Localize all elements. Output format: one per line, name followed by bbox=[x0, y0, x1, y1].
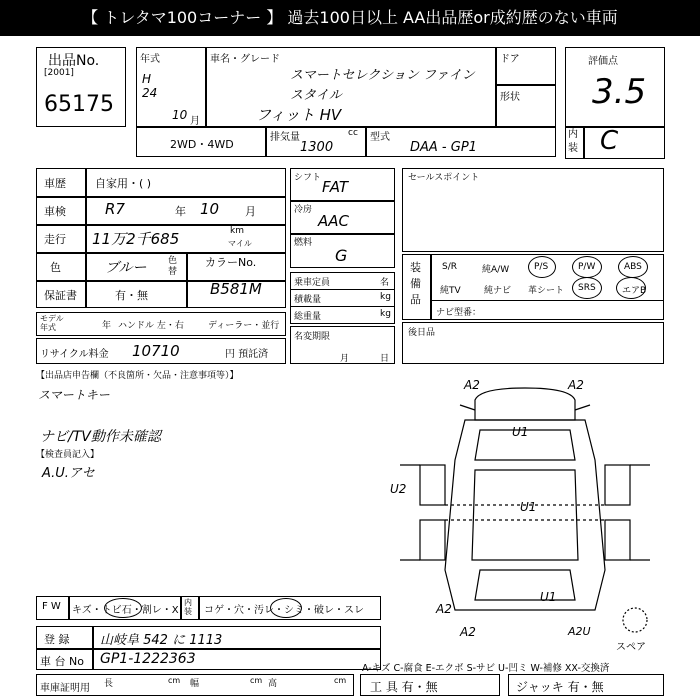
cert-l: 長 bbox=[104, 679, 114, 689]
fw-interior-label: 内装 bbox=[184, 598, 192, 616]
tools-label: 工 具 有・無 bbox=[370, 680, 438, 694]
equip-circle-ps bbox=[528, 256, 556, 278]
model-spec-handle: ハンドル 左・右 bbox=[118, 321, 184, 331]
mark-u1-rear: U1 bbox=[540, 590, 557, 604]
color-value: ブルー bbox=[105, 260, 147, 276]
registration-label: 登 録 bbox=[44, 633, 70, 646]
shaken-month: 10 bbox=[200, 200, 220, 218]
mileage-label: 走行 bbox=[44, 233, 66, 246]
door-label: ドア bbox=[500, 54, 520, 65]
cert-h-unit: cm bbox=[334, 676, 347, 685]
jack-label: ジャッキ 有・無 bbox=[516, 680, 604, 694]
mark-a2-left: A2 bbox=[464, 378, 480, 392]
warranty-label: 保証書 bbox=[44, 289, 77, 302]
shaken-label: 車検 bbox=[44, 205, 66, 218]
reg-change-day: 日 bbox=[380, 354, 390, 364]
cert-w-unit: cm bbox=[250, 676, 263, 685]
drive-value: 2WD・4WD bbox=[170, 138, 234, 151]
cert-label: 車庫証明用 bbox=[40, 683, 90, 694]
cert-w: 幅 bbox=[190, 679, 200, 689]
equip-item-aw: 純A/W bbox=[482, 265, 510, 275]
banner: 【 トレタマ100コーナー 】 過去100日以上 AA出品歴or成約歴のない車両 bbox=[0, 0, 700, 36]
legend: A-キズ C-腐食 E-エクボ S-サビ U-凹ミ W-補修 XX-交換済 bbox=[362, 663, 610, 674]
aircon-label: 冷房 bbox=[294, 205, 313, 215]
year-era: H bbox=[142, 72, 152, 86]
equip-circle-srs bbox=[572, 277, 602, 299]
note-text-1: スマートキー bbox=[38, 388, 110, 402]
history-value: 自家用・( ) bbox=[95, 177, 152, 190]
fuel-value: G bbox=[335, 246, 348, 265]
color-no-value: B581M bbox=[210, 280, 262, 298]
mileage-unit: km bbox=[230, 226, 244, 236]
mark-a2u: A2U bbox=[568, 625, 591, 638]
equip-item-ps: P/S bbox=[534, 262, 549, 272]
fuel-label: 燃料 bbox=[294, 238, 313, 248]
shaken-month-unit: 月 bbox=[245, 205, 256, 218]
name-label: 車名・グレード bbox=[210, 54, 280, 65]
lot-stamp: [2001] bbox=[44, 68, 74, 78]
type-label: 型式 bbox=[370, 132, 390, 143]
interior-value: C bbox=[600, 126, 619, 156]
capacity-unit: 名 bbox=[380, 278, 390, 288]
equip-circle-pw bbox=[572, 256, 602, 278]
vin-label: 車 台 No bbox=[40, 655, 84, 668]
equip-item-abs: ABS bbox=[624, 262, 642, 272]
year-label: 年式 bbox=[140, 54, 160, 65]
load-unit: kg bbox=[380, 292, 391, 302]
equip-item-navi: 純ナビ bbox=[484, 286, 512, 296]
mark-u2-side: U2 bbox=[390, 482, 407, 496]
inspector-text: A.U.アセ bbox=[42, 466, 95, 481]
mark-u1-top: U1 bbox=[512, 425, 529, 439]
mileage-value: 11万2千685 bbox=[92, 230, 180, 248]
note-section-label: 【出品店申告欄（不良箇所・欠品・注意事項等）】 bbox=[36, 371, 239, 381]
note-text-2: ナビ/TV動作未確認 bbox=[40, 429, 161, 445]
capacity-label: 乗車定員 bbox=[294, 278, 331, 288]
cert-h: 高 bbox=[268, 679, 278, 689]
shift-value: FAT bbox=[322, 178, 349, 196]
equip-item-seat: 革シート bbox=[528, 286, 565, 296]
inspector-label: 【検査員記入】 bbox=[36, 450, 100, 460]
mileage-unit-mile: マイル bbox=[228, 239, 252, 248]
load-label: 積載量 bbox=[294, 295, 322, 305]
shaken-value: R7 bbox=[105, 200, 125, 218]
equipment-label: 装備品 bbox=[410, 261, 421, 306]
score-label: 評価点 bbox=[588, 56, 618, 67]
color-label: 色 bbox=[50, 261, 61, 274]
recycle-label: リサイクル料金 bbox=[40, 349, 109, 360]
spare-label: スペア bbox=[616, 642, 646, 653]
mark-a2-bottom: A2 bbox=[460, 625, 476, 639]
fw-circle-tobi bbox=[104, 598, 142, 618]
lot-label: 出品No. bbox=[48, 53, 100, 69]
score-value: 3.5 bbox=[592, 72, 647, 112]
fw-items: キズ・トビ石・割レ・X bbox=[72, 605, 179, 616]
year-value: 24 bbox=[142, 86, 158, 100]
recycle-value: 10710 bbox=[132, 342, 180, 360]
equip-item-airb: エアB bbox=[622, 286, 647, 296]
reg-change-label: 名変期限 bbox=[294, 332, 331, 342]
equipment-navi: ナビ型番： bbox=[436, 308, 482, 318]
reg-change-month: 月 bbox=[340, 354, 350, 364]
displacement-label: 排気量 bbox=[270, 132, 300, 143]
fw-interior-items: コゲ・穴・汚レ・シミ・破レ・スレ bbox=[204, 605, 364, 616]
vin-value: GP1-1222363 bbox=[100, 651, 196, 667]
remarks-box bbox=[402, 322, 664, 364]
color-change: 色替 bbox=[168, 256, 178, 277]
equip-item-srs: SRS bbox=[578, 283, 596, 293]
mark-a2-right: A2 bbox=[568, 378, 584, 392]
model-spec-year-unit: 年 bbox=[102, 321, 112, 331]
fw-label: F W bbox=[42, 601, 61, 612]
year-month: 10 bbox=[172, 108, 188, 122]
interior-label: 内装 bbox=[568, 129, 578, 154]
model-spec-label: モデル年式 bbox=[40, 314, 64, 332]
mark-u1-center: U1 bbox=[520, 500, 537, 514]
sales-point-label: セールスポイント bbox=[408, 173, 480, 183]
lot-number: 65175 bbox=[44, 92, 114, 117]
weight-label: 総重量 bbox=[294, 312, 322, 322]
displacement-value: 1300 bbox=[300, 140, 334, 155]
equip-item-tv: 純TV bbox=[440, 286, 461, 296]
equip-circle-abs bbox=[618, 256, 648, 278]
weight-unit: kg bbox=[380, 309, 391, 319]
equip-item-sr: S/R bbox=[442, 262, 457, 272]
cert-l-unit: cm bbox=[168, 676, 181, 685]
color-no-label: カラーNo. bbox=[205, 256, 257, 269]
shape-label: 形状 bbox=[500, 92, 520, 103]
mark-a2-rear-left: A2 bbox=[436, 602, 452, 616]
warranty-value: 有・無 bbox=[115, 289, 148, 302]
history-label: 車歴 bbox=[44, 177, 66, 190]
remarks-label: 後日品 bbox=[408, 328, 436, 338]
shift-label: シフト bbox=[294, 173, 322, 183]
model-spec-dealer: ディーラー・並行 bbox=[208, 321, 280, 331]
aircon-value: AAC bbox=[318, 212, 349, 230]
fw-circle-yogore bbox=[270, 598, 302, 618]
equip-circle-airb bbox=[616, 277, 646, 299]
equip-item-pw: P/W bbox=[578, 262, 596, 272]
displacement-unit: cc bbox=[348, 128, 358, 138]
recycle-unit: 円 預託済 bbox=[225, 349, 269, 360]
year-month-unit: 月 bbox=[190, 116, 200, 127]
registration-value: 山岐阜 542 に 1113 bbox=[100, 633, 223, 648]
name-grade: スマートセレクション ファイン スタイル bbox=[290, 68, 475, 103]
type-value: DAA - GP1 bbox=[410, 140, 477, 155]
name-model: フィット HV bbox=[256, 106, 342, 124]
shaken-year-unit: 年 bbox=[175, 205, 186, 218]
